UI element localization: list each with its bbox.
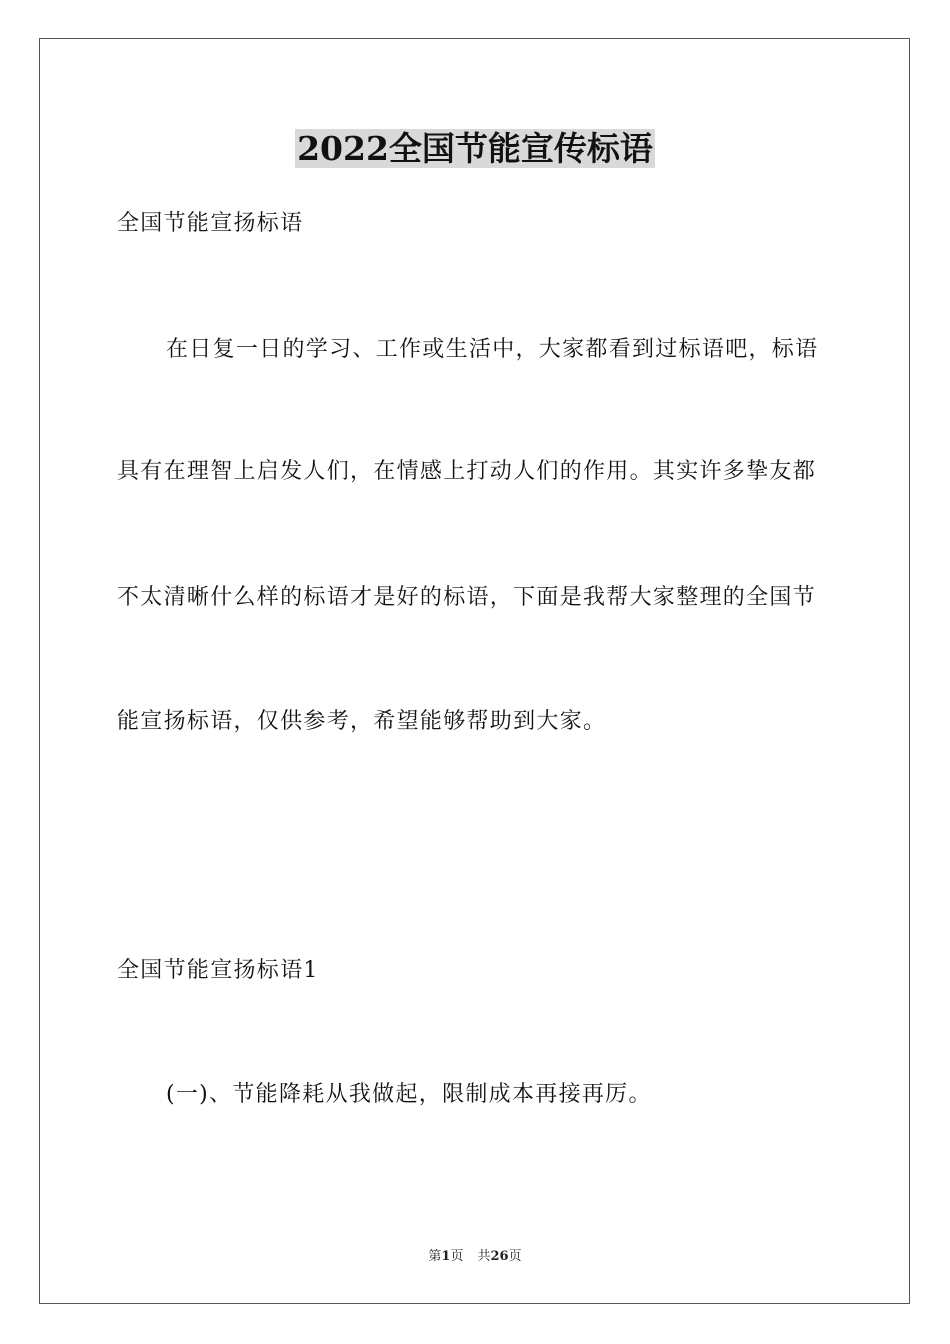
intro-line-3: 不太清晰什么样的标语才是好的标语，下面是我帮大家整理的全国节 [117,585,817,610]
slogan-item-1: (一)、节能降耗从我做起，限制成本再接再厉。 [166,1082,652,1107]
document-title-text: 2022全国节能宣传标语 [297,129,653,168]
section-heading: 全国节能宣扬标语1 [117,958,319,983]
intro-line-2: 具有在理智上启发人们，在情感上打动人们的作用。其实许多挚友都 [117,459,817,484]
intro-line-1: 在日复一日的学习、工作或生活中，大家都看到过标语吧，标语 [166,337,819,362]
footer-page-suffix: 页 [450,1249,464,1264]
page-footer [0,1248,950,1266]
footer-page-prefix: 第 [428,1249,442,1264]
document-title [0,128,950,170]
footer-total-prefix: 共 [477,1249,491,1264]
document-subtitle: 全国节能宣扬标语 [117,211,304,236]
footer-total-suffix: 页 [508,1249,522,1264]
footer-page-number: 1 [441,1249,451,1264]
footer-total-pages: 26 [490,1249,509,1264]
intro-line-4: 能宣扬标语，仅供参考，希望能够帮助到大家。 [117,709,607,734]
